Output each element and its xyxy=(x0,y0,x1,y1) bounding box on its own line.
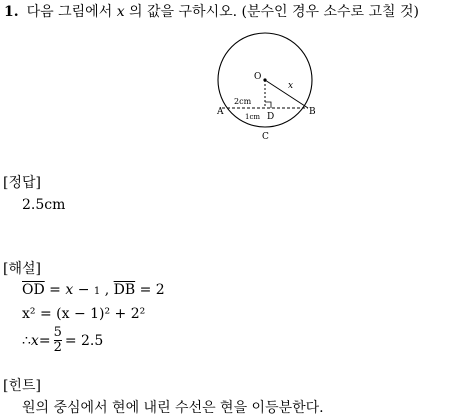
solution-heading: [해설] xyxy=(3,261,41,277)
answer-heading: [정답] xyxy=(3,175,41,191)
label-b: B xyxy=(309,107,316,117)
comma: , xyxy=(100,282,114,298)
therefore-sign: ∴ xyxy=(22,332,31,349)
label-x: x xyxy=(288,81,294,91)
label-1cm: 1cm xyxy=(245,113,261,121)
right-angle-mark xyxy=(265,102,271,108)
variable-x: x xyxy=(65,282,74,298)
question-line xyxy=(4,1,419,21)
solution-line-1 xyxy=(22,282,165,298)
label-c: C xyxy=(262,132,269,142)
question-number: 1. xyxy=(4,4,19,20)
result-value: = 2.5 xyxy=(64,332,104,349)
label-o: O xyxy=(254,72,262,82)
segment-db-label: $\overline{DB}$ xyxy=(113,282,136,298)
segment-od-label: $\overline{OD}$ xyxy=(22,282,45,298)
answer-value: 2.5cm xyxy=(22,197,66,213)
solution-line-2: x² = (x − 1)² + 2² xyxy=(22,306,146,322)
equals-sign: = xyxy=(49,282,66,298)
label-a: A xyxy=(217,107,224,117)
fraction xyxy=(54,326,62,355)
question-text-after: 의 값을 구하시오. (분수인 경우 소수로 고칠 것) xyxy=(129,4,420,20)
hint-text: 원의 중심에서 현에 내린 수선은 현을 이등분한다. xyxy=(22,400,324,416)
db-value: = 2 xyxy=(135,282,165,298)
fraction-numerator: 5 xyxy=(53,325,62,340)
question-text-before: 다음 그림에서 xyxy=(26,4,113,20)
fraction-denominator: 2 xyxy=(53,340,62,355)
segment-ob xyxy=(265,80,308,108)
center-point xyxy=(263,78,266,81)
variable-x: x xyxy=(30,332,39,349)
hint-heading: [힌트] xyxy=(3,378,41,394)
label-2cm: 2cm xyxy=(234,97,252,106)
question-variable: x xyxy=(116,4,125,20)
circle-figure xyxy=(210,28,322,146)
number-one: 1 xyxy=(93,286,101,297)
equals-sign: = xyxy=(38,332,51,349)
minus-sign: − xyxy=(73,282,94,298)
solution-line-3 xyxy=(22,326,103,355)
label-d: D xyxy=(267,112,275,122)
